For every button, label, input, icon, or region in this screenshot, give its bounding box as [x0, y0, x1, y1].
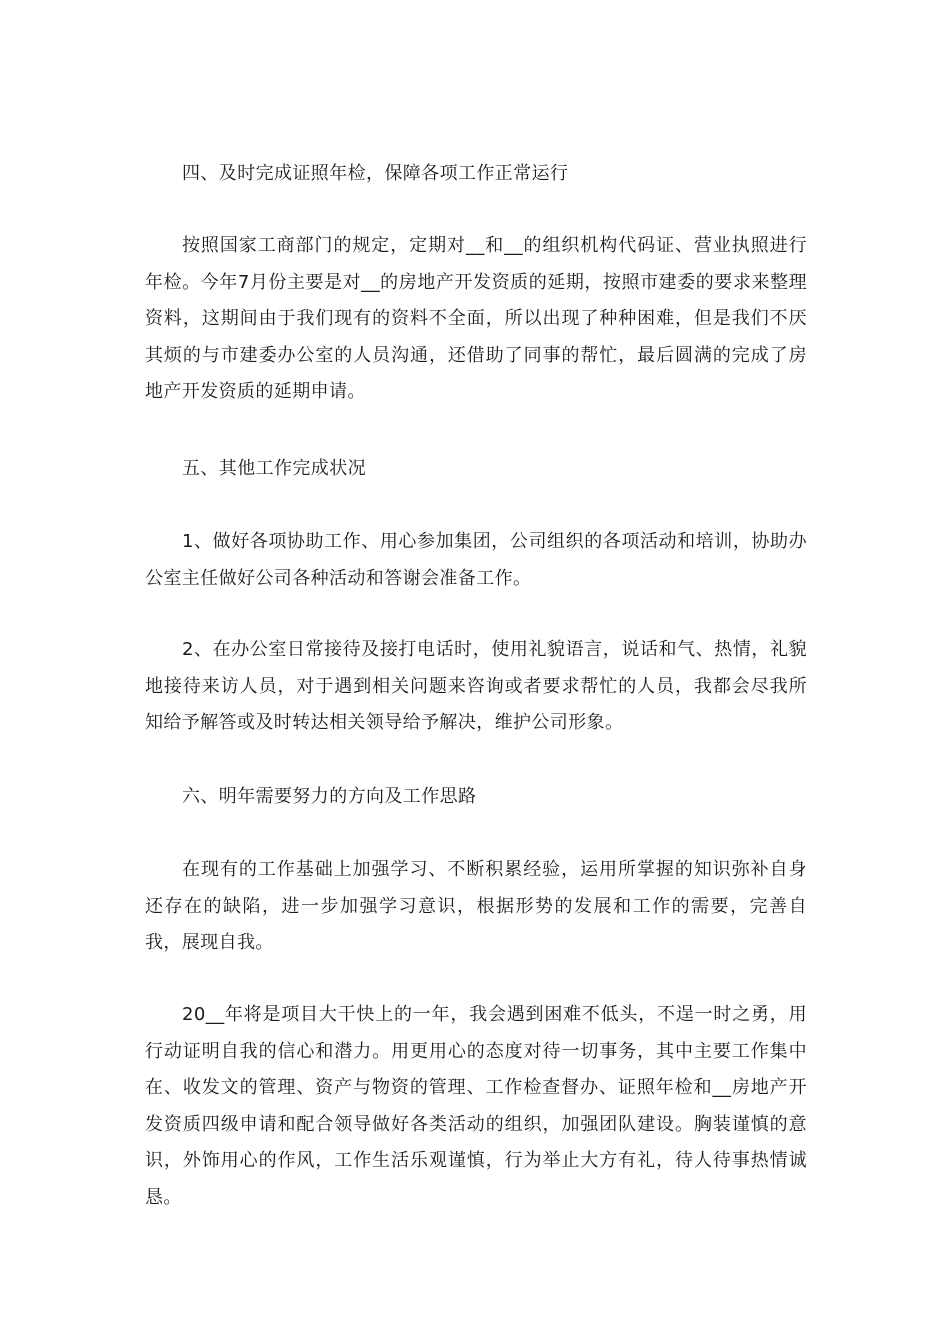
section-heading-certificate-inspection: 四、及时完成证照年检，保障各项工作正常运行 [182, 163, 569, 184]
paragraph-certificate-inspection: 按照国家工商部门的规定，定期对__和__的组织机构代码证、营业执照进行年检。今年7月份主要是对__的房地产开发资质的延期，按照市建委的要求来整理资料，这期间由于我们现有的资料不全面，所以出现了种种困难，但是我们不厌其烦的与市建委办公室的人员沟通，还借助了同事的帮忙，最后圆满的完成了房地产开发资质的延期申请。 [145, 235, 807, 402]
list-item-reception: 2、在办公室日常接待及接打电话时，使用礼貌语言，说话和气、热情，礼貌地接待来访人员，对于遇到相关问题来咨询或者要求帮忙的人员，我都会尽我所知给予解答或及时转达相关领导给予解决，维护公司形象。 [145, 639, 807, 733]
paragraph-next-year-plan: 20__年将是项目大干快上的一年，我会遇到困难不低头，不逞一时之勇，用行动证明自我的信心和潜力。用更用心的态度对待一切事务，其中主要工作集中在、收发文的管理、资产与物资的管理、工作检查督办、证照年检和__房地产开发资质四级申请和配合领导做好各类活动的组织，加强团队建设。胸装谨慎的意识，外饰用心的作风，工作生活乐观谨慎，行为举止大方有礼，待人待事热情诚恳。 [145, 1004, 807, 1208]
list-item-assist-work: 1、做好各项协助工作、用心参加集团，公司组织的各项活动和培训，协助办公室主任做好公司各种活动和答谢会准备工作。 [145, 531, 807, 589]
section-heading-other-work: 五、其他工作完成状况 [182, 458, 366, 479]
paragraph-learning: 在现有的工作基础上加强学习、不断积累经验，运用所掌握的知识弥补自身还存在的缺陷，进一步加强学习意识，根据形势的发展和工作的需要，完善自我，展现自我。 [145, 859, 807, 953]
section-heading-next-year: 六、明年需要努力的方向及工作思路 [182, 786, 477, 807]
